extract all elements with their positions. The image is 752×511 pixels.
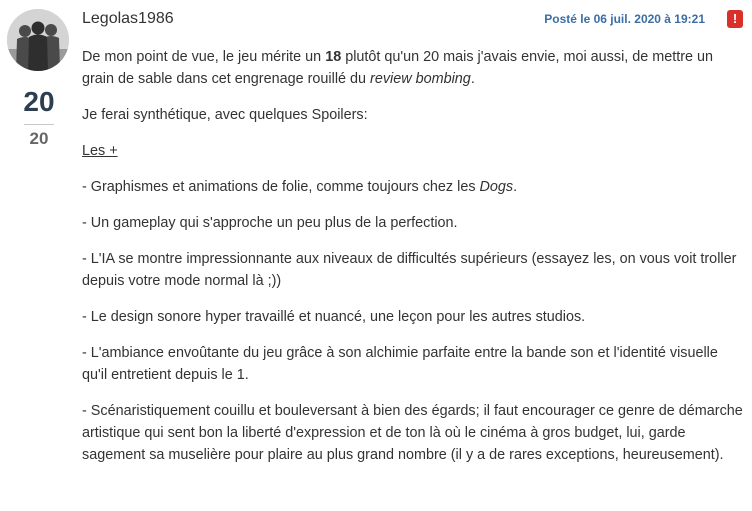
italic-text: review bombing [370, 71, 471, 87]
italic-text: Dogs [479, 179, 514, 195]
user-score: 20 [23, 86, 55, 117]
review-body [82, 46, 747, 480]
review-paragraph: - Scénaristiquement couillu et bouleversant à bien des égards; il faut encourager ce genre de démarche artistique qui sent bon la liberté d'expression et de ton là où le cinéma à gros budget, lui, garde sagement sa muselière pour plaire au plus grand nombre (il y a de rares exceptions, heureusement). [82, 403, 743, 463]
review-header [82, 8, 747, 34]
review-paragraph [82, 46, 747, 90]
review-sidebar [0, 0, 78, 511]
review-paragraph: - Le design sonore hyper travaillé et nuancé, une leçon pour les autres studios. [82, 309, 586, 325]
text-span: . [513, 179, 518, 195]
text-span: - Graphismes et animations de folie, comme toujours chez les [82, 179, 480, 195]
text-span: De mon point de vue, le jeu mérite un [82, 49, 326, 65]
bold-score: 18 [325, 49, 342, 65]
avatar[interactable] [7, 9, 69, 71]
exclamation-icon[interactable]: ! [727, 10, 743, 28]
text-span: . [470, 71, 475, 87]
review-paragraph: - L'ambiance envoûtante du jeu grâce à son alchimie parfaite entre la bande son et l'identité visuelle qu'il entretient depuis le 1. [82, 345, 718, 383]
user-score-secondary: 20 [29, 129, 49, 148]
text-span: plutôt qu'un 20 mais j'avais envie, moi aussi, de mettre un grain de sable dans cet engrenage rouillé du [82, 49, 714, 87]
review-paragraph [82, 176, 747, 198]
underlined-heading: Les + [82, 143, 118, 159]
review-paragraph: - Un gameplay qui s'approche un peu plus de la perfection. [82, 215, 458, 231]
review-paragraph: Je ferai synthétique, avec quelques Spoilers: [82, 107, 368, 123]
post-date[interactable]: Posté le 06 juil. 2020 à 19:21 [544, 12, 705, 26]
score-divider [24, 124, 54, 125]
avatar-silhouettes-icon [7, 9, 69, 71]
section-heading [82, 140, 747, 162]
review-paragraph: - L'IA se montre impressionnante aux niveaux de difficultés supérieurs (essayez les, on vous voit troller depuis votre mode normal là ;)) [82, 251, 737, 289]
username-link[interactable]: Legolas1986 [82, 10, 174, 27]
